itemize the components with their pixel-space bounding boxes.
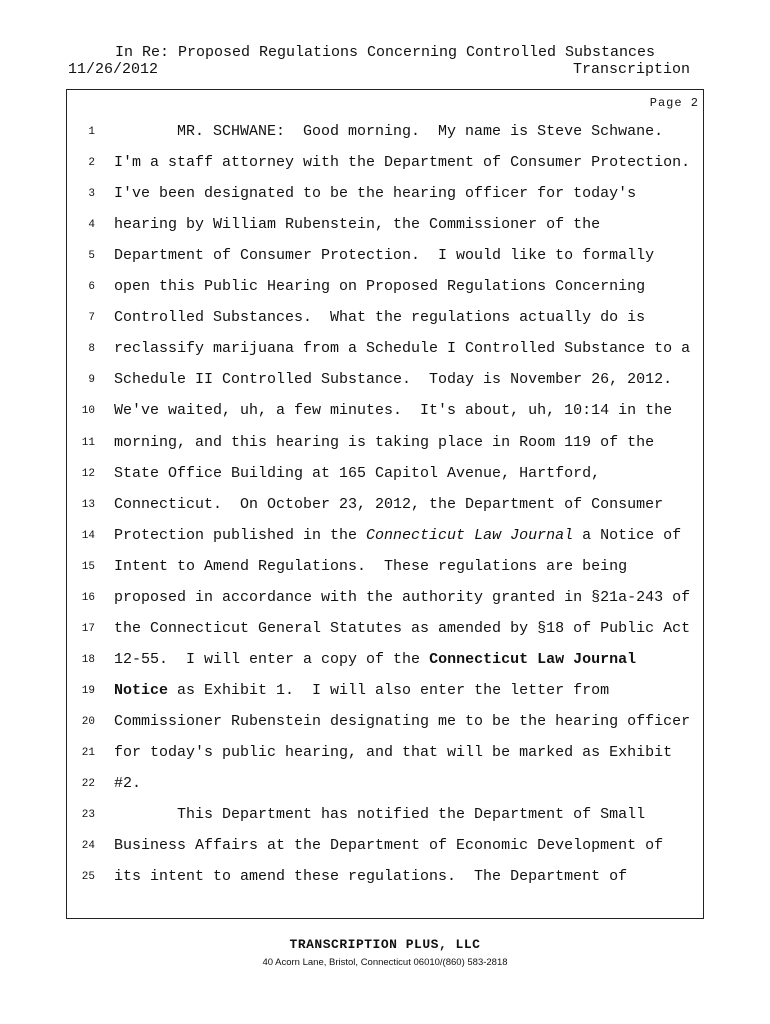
- line-text-segment: hearing by William Rubenstein, the Commissioner of the: [114, 216, 601, 234]
- line-text-segment: as Exhibit 1. I will also enter the letter from: [168, 681, 610, 699]
- line-number: 16: [81, 591, 95, 604]
- line-text: [114, 309, 645, 326]
- line-number: 14: [81, 529, 95, 542]
- line-number: 10: [81, 405, 95, 418]
- line-number: 1: [88, 126, 95, 138]
- line-text-segment: I've been designated to be the hearing officer for today's: [114, 185, 637, 203]
- line-text: [114, 123, 663, 140]
- line-number: 12: [81, 467, 95, 480]
- line-text-segment: Commissioner Rubenstein designating me to be the hearing officer: [114, 712, 691, 730]
- line-text-segment: Connecticut Law Journal: [429, 650, 637, 668]
- line-number: 21: [81, 747, 95, 759]
- transcript-page-frame: [66, 89, 704, 919]
- line-text-segment: Controlled Substances. What the regulations actually do is: [114, 309, 646, 327]
- line-text: [114, 868, 627, 885]
- line-number: 24: [81, 840, 95, 853]
- line-number: 6: [88, 281, 95, 294]
- line-text: [114, 278, 645, 295]
- line-text-segment: 12-55. I will enter a copy of the: [114, 650, 430, 668]
- line-text-segment: for today's public hearing, and that will be marked as Exhibit: [114, 744, 673, 761]
- page-number: Page 2: [649, 96, 699, 110]
- line-text-segment: open this Public Hearing on Proposed Regulations Concerning: [114, 278, 646, 296]
- document-kind: Transcription: [572, 61, 690, 78]
- line-number: 2: [88, 157, 95, 170]
- line-number: 22: [81, 778, 95, 791]
- line-text: [114, 744, 672, 761]
- line-text-segment: Notice: [114, 681, 169, 699]
- line-text-segment: Intent to Amend Regulations. These regulations are being: [114, 557, 628, 575]
- line-number: 5: [88, 250, 95, 263]
- line-text: [114, 154, 690, 171]
- line-text: [114, 682, 609, 699]
- line-text-segment: MR. SCHWANE: Good morning. My name is Steve Schwane.: [114, 123, 664, 140]
- line-number: 17: [81, 622, 95, 635]
- line-number: 25: [81, 871, 95, 884]
- line-text: [114, 775, 141, 792]
- line-text-segment: morning, and this hearing is taking place in Room 119 of the: [114, 433, 655, 451]
- footer-company-name: TRANSCRIPTION PLUS, LLC: [289, 937, 481, 952]
- line-text-segment: its intent to amend these regulations. The Department of: [114, 868, 628, 886]
- line-text: [114, 837, 663, 854]
- line-text-segment: Protection published in the: [114, 526, 367, 544]
- line-text-segment: #2.: [114, 775, 142, 793]
- line-text: [114, 589, 690, 606]
- line-number: 8: [88, 343, 95, 356]
- line-text-segment: Connecticut. On October 23, 2012, the Department of Consumer: [114, 495, 664, 513]
- line-number: 4: [88, 219, 95, 232]
- line-text: [114, 558, 627, 575]
- line-text-segment: State Office Building at 165 Capitol Avenue, Hartford,: [114, 464, 601, 482]
- line-text: [114, 434, 654, 451]
- line-text: [114, 216, 600, 233]
- line-text-segment: Department of Consumer Protection. I would like to formally: [114, 247, 655, 265]
- line-text: [114, 496, 663, 513]
- line-text-segment: a Notice of: [573, 526, 682, 544]
- line-text: [114, 527, 681, 544]
- line-number: 13: [81, 498, 95, 511]
- line-text: [114, 371, 672, 388]
- line-text: [114, 620, 690, 637]
- line-text: [114, 185, 636, 202]
- line-text: [114, 247, 654, 264]
- line-number: 11: [81, 436, 95, 449]
- line-number: 18: [81, 653, 95, 666]
- line-number: 23: [81, 809, 95, 822]
- line-number: 7: [88, 312, 95, 325]
- line-text-segment: This Department has notified the Department of Small: [114, 806, 646, 824]
- line-text-segment: Connecticut Law Journal: [366, 526, 574, 544]
- line-number: 9: [88, 374, 95, 387]
- line-text: [114, 465, 600, 482]
- line-text-segment: reclassify marijuana from a Schedule I Controlled Substance to a: [114, 340, 691, 358]
- line-number: 19: [81, 684, 95, 697]
- line-text-segment: I'm a staff attorney with the Department of Consumer Protection.: [114, 154, 691, 172]
- line-text: [114, 806, 645, 823]
- line-text: [114, 651, 636, 668]
- line-number: 15: [81, 560, 95, 573]
- line-number: 3: [88, 188, 95, 201]
- footer-address: 40 Acorn Lane, Bristol, Connecticut 06010/(860) 583-2818: [262, 957, 508, 968]
- line-text: [114, 340, 690, 357]
- line-text: [114, 402, 672, 419]
- line-text: [114, 713, 690, 730]
- line-text-segment: the Connecticut General Statutes as amended by §18 of Public Act: [114, 619, 691, 637]
- line-text-segment: Business Affairs at the Department of Economic Development of: [114, 837, 664, 855]
- line-text-segment: Schedule II Controlled Substance. Today is November 26, 2012.: [114, 371, 673, 389]
- document-title: In Re: Proposed Regulations Concerning Controlled Substances: [114, 44, 656, 61]
- line-number: 20: [81, 715, 95, 728]
- line-text-segment: We've waited, uh, a few minutes. It's about, uh, 10:14 in the: [114, 402, 673, 420]
- line-text-segment: proposed in accordance with the authority granted in §21a-243 of: [114, 588, 691, 606]
- hearing-date: 11/26/2012: [68, 61, 159, 78]
